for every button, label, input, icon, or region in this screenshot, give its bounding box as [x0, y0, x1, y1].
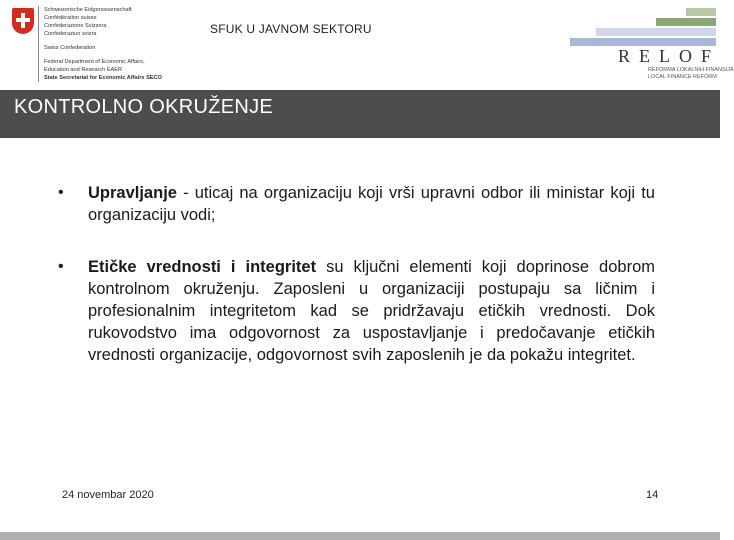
relof-bar [570, 38, 716, 46]
swiss-logo-line: State Secretariat for Economic Affairs SECO [44, 75, 162, 81]
swiss-logo-line: Confederazione Svizzera [44, 23, 107, 29]
bullet-item [58, 182, 655, 226]
swiss-cross-icon [12, 8, 34, 34]
relof-bar [656, 18, 716, 26]
bullet-term: Etičke vrednosti i integritet [88, 258, 317, 276]
swiss-logo-text [44, 6, 184, 82]
swiss-logo-line: Education and Research EAER [44, 67, 123, 73]
relof-bar [686, 8, 716, 16]
swiss-logo-line: Confederaziun svizra [44, 31, 97, 37]
swiss-logo-line: Swiss Confederation [44, 45, 96, 51]
bullet-icon: • [58, 184, 64, 201]
swiss-logo-line: Schweizerische Eidgenossenschaft [44, 7, 132, 13]
header-title: SFUK U JAVNOM SEKTORU [210, 22, 372, 36]
swiss-confederation-logo [8, 6, 188, 86]
relof-subtitle-line: LOCAL FINANCE REFORM [648, 74, 717, 80]
relof-bar [596, 28, 716, 36]
relof-subtitle [648, 67, 734, 81]
slide-title: KONTROLNO OKRUŽENJE [14, 96, 274, 118]
footer-date: 24 novembar 2020 [62, 489, 154, 501]
page-number: 14 [646, 489, 659, 501]
slide-content [58, 182, 655, 396]
bullet-item [58, 256, 655, 366]
slide-header [0, 0, 734, 90]
relof-subtitle-line: REFORMA LOKALNIH FINANSIJA [648, 67, 734, 73]
bullet-text: su ključni elementi koji doprinose dobrom kontrolnom okruženju. Zaposleni u organizaciji postupaju sa ličnim i profesionalnim integritetom kad se pridržavaju etičkih vrednosti. Dok rukovodstvo ima odgovornost za uspostavljanje i predočavanje etičkih vrednosti organizacije, odgovornost svih zaposlenih je da pokažu integritet. [88, 258, 655, 364]
footer-bar [0, 532, 720, 540]
logo-divider [38, 6, 39, 82]
bullet-term: Upravljanje [88, 184, 177, 202]
relof-wordmark: RELOF [618, 46, 721, 66]
bullet-text: - uticaj na organizaciju koji vrši upravni odbor ili ministar koji tu organizaciju vodi; [88, 184, 655, 224]
swiss-logo-line: Federal Department of Economic Affairs, [44, 59, 145, 65]
bullet-icon: • [58, 258, 64, 275]
swiss-logo-line: Confédération suisse [44, 15, 97, 21]
